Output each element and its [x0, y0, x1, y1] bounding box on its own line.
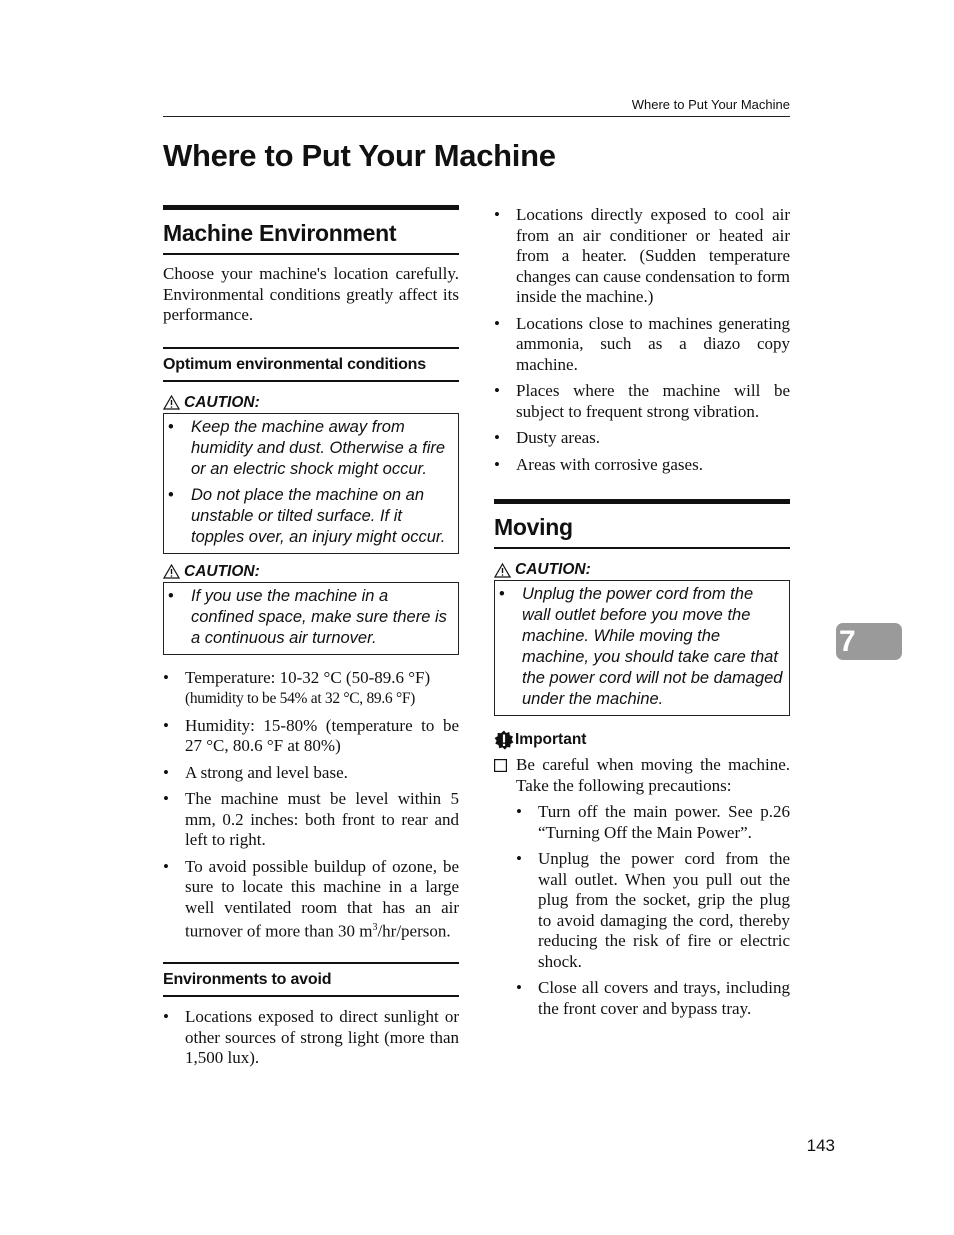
machine-environment-heading: Machine Environment	[163, 205, 459, 255]
list-item: • Locations exposed to direct sunlight or other sources of strong light (more than 1,500 lux).	[163, 1007, 459, 1068]
caution-label-text: CAUTION:	[184, 393, 260, 411]
avoid-item: Places where the machine will be subject to frequent strong vibration.	[516, 381, 790, 421]
avoid-item: Locations exposed to direct sunlight or other sources of strong light (more than 1,500 lux).	[185, 1007, 459, 1068]
list-item: • A strong and level base.	[163, 763, 459, 784]
warning-triangle-icon	[494, 563, 511, 578]
avoid-item: Dusty areas.	[516, 428, 601, 447]
caution-box	[163, 413, 459, 554]
moving-heading: Moving	[494, 499, 790, 549]
caution-label-text: CAUTION:	[515, 561, 591, 578]
avoid-item: Locations directly exposed to cool air from an air conditioner or heated air from a heater. (Sudden temperature changes can cause condensation to form inside the machine.)	[516, 205, 790, 306]
caution-text: Do not place the machine on an unstable or tilted surface. If it topples over, an injury might occur.	[191, 485, 446, 546]
condition-level: The machine must be level within 5 mm, 0.2 inches: both front to rear and left to right.	[185, 789, 459, 849]
list-item: • Locations directly exposed to cool air from an air conditioner or heated air from a heater. (Sudden temperature changes can cause condensation to form inside the machine.)	[494, 205, 790, 306]
left-column	[163, 205, 459, 1075]
precaution-item: Turn off the main power. See p.26 “Turning Off the Main Power”.	[538, 802, 790, 842]
avoid-item: Areas with corrosive gases.	[516, 454, 703, 474]
avoid-list-left	[163, 1007, 459, 1069]
running-head: Where to Put Your Machine	[163, 96, 790, 117]
caution-box	[163, 582, 459, 655]
page-title: Where to Put Your Machine	[163, 138, 556, 173]
list-item: • Dusty areas.	[494, 428, 790, 449]
condition-ozone: To avoid possible buildup of ozone, be sure to locate this machine in a large well ventilated room that has an air turnover of more than 30 m	[185, 856, 459, 941]
optimum-conditions-heading: Optimum environmental conditions	[163, 347, 459, 382]
condition-ozone-unit: /hr/person.	[377, 921, 451, 941]
list-item: • The machine must be level within 5 mm, 0.2 inches: both front to rear and left to right.	[163, 789, 459, 849]
caution-label	[494, 561, 790, 579]
warning-triangle-icon	[163, 564, 180, 579]
list-item: • Turn off the main power. See p.26 “Turning Off the Main Power”.	[516, 802, 790, 842]
list-item: • Unplug the power cord from the wall outlet. When you pull out the plug from the socket, grip the plug to avoid damaging the cord, thereby reducing the risk of fire or electric shock.	[516, 849, 790, 971]
chapter-tab: 7	[836, 623, 902, 660]
warning-triangle-icon	[163, 395, 180, 410]
list-item: • Places where the machine will be subject to frequent strong vibration.	[494, 381, 790, 421]
list-item: • Humidity: 15-80% (temperature to be 27 °C, 80.6 °F at 80%)	[163, 715, 459, 755]
precautions-list	[494, 802, 790, 1019]
right-column	[494, 205, 790, 1025]
condition-base: A strong and level base.	[185, 762, 348, 782]
caution-box	[494, 580, 790, 716]
precaution-item: Unplug the power cord from the wall outlet. When you pull out the plug from the socket, grip the plug to avoid damaging the cord, thereby reducing the risk of fire or electric shock.	[538, 849, 790, 971]
list-item: • Close all covers and trays, including the front cover and bypass tray.	[516, 978, 790, 1018]
avoid-list-right	[494, 205, 790, 475]
caution-item: • Unplug the power cord from the wall outlet before you move the machine. While moving the machine, you should take care that the power cord will not be damaged under the machine.	[499, 585, 783, 708]
page-number: 143	[806, 1136, 835, 1155]
caution-block-1	[163, 394, 459, 554]
caution-text: Unplug the power cord from the wall outlet before you move the machine. While moving the machine, you should take care that the power cord will not be damaged under the machine.	[522, 585, 783, 708]
important-badge-icon	[494, 730, 514, 750]
important-item	[494, 755, 790, 796]
caution-item: • Do not place the machine on an unstable or tilted surface. If it topples over, an injury might occur.	[168, 485, 452, 548]
conditions-list	[163, 668, 459, 943]
caution-label-text: CAUTION:	[184, 562, 260, 580]
list-item: • Temperature: 10-32 °C (50-89.6 °F) (humidity to be 54% at 32 °C, 89.6 °F)	[163, 667, 431, 707]
list-item: • Areas with corrosive gases.	[494, 455, 790, 476]
machine-environment-intro: Choose your machine's location carefully. Environmental conditions greatly affect its performance.	[163, 264, 459, 324]
caution-text: If you use the machine in a confined space, make sure there is a continuous air turnover.	[191, 586, 447, 647]
list-item: • To avoid possible buildup of ozone, be sure to locate this machine in a large well ventilated room that has an air turnover of more than 30 $m^3/hr$/person.	[163, 856, 459, 941]
important-text: Be careful when moving the machine. Take the following precautions:	[516, 755, 790, 795]
important-label-text: Important	[515, 731, 587, 748]
avoid-item: Locations close to machines generating ammonia, such as a diazo copy machine.	[516, 313, 790, 374]
caution-item: • Keep the machine away from humidity and dust. Otherwise a fire or an electric shock might occur.	[168, 417, 452, 480]
important-label	[494, 730, 790, 750]
moving-caution-block	[494, 561, 790, 716]
list-item: • Locations close to machines generating ammonia, such as a diazo copy machine.	[494, 313, 790, 374]
precaution-item: Close all covers and trays, including the front cover and bypass tray.	[538, 978, 790, 1018]
condition-temperature: Temperature: 10-32 °C (50-89.6 °F)	[185, 667, 431, 687]
caution-label	[163, 563, 459, 581]
condition-humidity: Humidity: 15-80% (temperature to be 27 °C, 80.6 °F at 80%)	[185, 715, 459, 755]
environments-to-avoid-heading: Environments to avoid	[163, 962, 459, 997]
caution-item: • If you use the machine in a confined space, make sure there is a continuous air turnover.	[168, 586, 452, 649]
caution-label	[163, 394, 459, 412]
superscript: 3	[372, 922, 378, 933]
caution-block-2	[163, 563, 459, 655]
caution-text: Keep the machine away from humidity and dust. Otherwise a fire or an electric shock might occur.	[191, 417, 446, 478]
condition-temperature-note: (humidity to be 54% at 32 °C, 89.6 °F)	[185, 690, 416, 707]
checkbox-icon	[494, 755, 516, 796]
